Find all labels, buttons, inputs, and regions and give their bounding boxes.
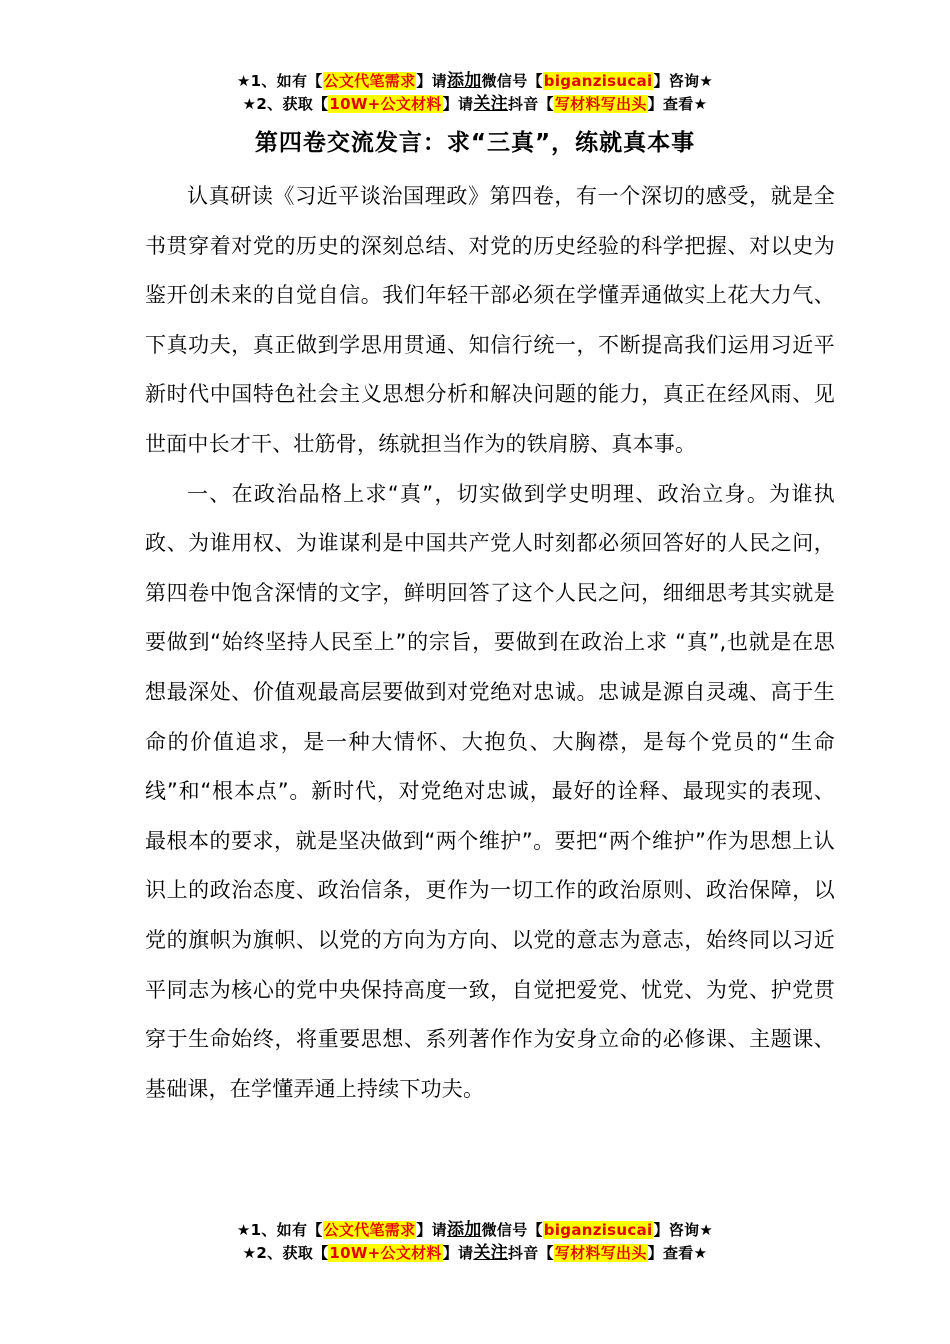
body-paragraph: 认真研读《习近平谈治国理政》第四卷，有一个深切的感受，就是全书贯穿着对党的历史的深刻总结、对党的历史经验的科学把握、对以史为鉴开创未来的自觉自信。我们年轻干部必须在学懂弄通做实上花大力气、下真功夫，真正做到学思用贯通、知信行统一，不断提高我们运用习近平新时代中国特色社会主义思想分析和解决问题的能力，真正在经风雨、见世面中长才干、壮筋骨，练就担当作为的铁肩膀、真本事。 — [145, 184, 835, 456]
wechat-id-highlight: biganzisucai — [543, 72, 653, 90]
highlight-text: 公文代笔需求 — [323, 72, 416, 90]
body-paragraph: 一、在政治品格上求“真”，切实做到学史明理、政治立身。为谁执政、为谁用权、为谁谋利是中国共产党人时刻都必须回答好的人民之问，第四卷中饱含深情的文字，鲜明回答了这个人民之问，细细思考其实就是要做到“始终坚持人民至上”的宗旨，要做到在政治上求 “真”,也就是在思想最深处、价值观最高层要做到对党绝对忠诚。忠诚是源自灵魂、高于生命的价值追求，是一种大情怀、大抱负、大胸襟，是每个党员的“生命线”和“根本点”。新时代，对党绝对忠诚，最好的诠释、最现实的表现、最根本的要求，就是坚决做到“两个维护”。要把“两个维护”作为思想上认识上的政治态度、政治信条，更作为一切工作的政治原则、政治保障，以党的旗帜为旗帜、以党的方向为方向、以党的意志为意志，始终同以习近平同志为核心的党中央保持高度一致，自觉把爱党、忧党、为党、护党贯穿于生命始终，将重要思想、系列著作作为安身立命的必修课、主题课、基础课，在学懂弄通上持续下功夫。 — [145, 481, 835, 1101]
highlight-text: 10W+公文材料 — [329, 1244, 442, 1262]
promo-line-1: ★1、如有【公文代笔需求】请添加微信号【biganzisucai】咨询★ — [236, 1220, 714, 1240]
promo-line-2: ★2、获取【10W+公文材料】请关注抖音【写材料写出头】查看★ — [242, 1243, 708, 1263]
douyin-id-highlight: 写材料写出头 — [554, 95, 647, 113]
document-title: 第四卷交流发言：求“三真”，练就真本事 — [254, 130, 696, 156]
document-body — [145, 172, 835, 1114]
wechat-id-highlight: biganzisucai — [543, 1221, 653, 1239]
promo-line-1: ★1、如有【公文代笔需求】请添加微信号【biganzisucai】咨询★ — [236, 71, 714, 91]
header-promo-banner — [0, 70, 950, 116]
highlight-text: 公文代笔需求 — [323, 1221, 416, 1239]
highlight-text: 10W+公文材料 — [329, 95, 442, 113]
douyin-id-highlight: 写材料写出头 — [554, 1244, 647, 1262]
footer-promo-banner — [0, 1219, 950, 1265]
promo-line-2: ★2、获取【10W+公文材料】请关注抖音【写材料写出头】查看★ — [242, 94, 708, 114]
